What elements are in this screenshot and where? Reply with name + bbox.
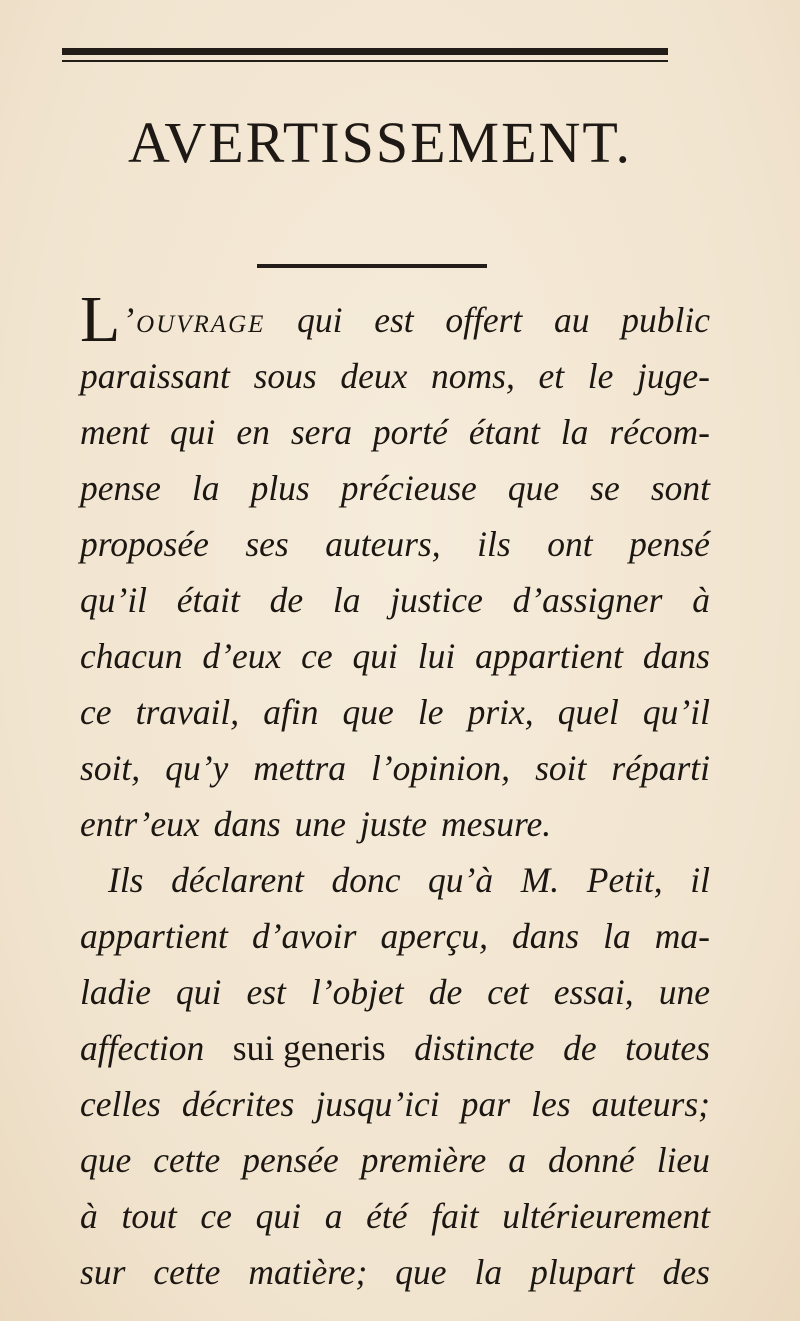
text-line (80, 908, 710, 964)
word: la (474, 1252, 503, 1292)
word: auteurs, (325, 524, 441, 564)
word: qu’il (642, 692, 710, 732)
word: appartient (80, 916, 228, 956)
word: quel (557, 692, 619, 732)
word: il (690, 860, 710, 900)
text-line (80, 1244, 710, 1300)
word: ment (80, 412, 150, 452)
word: fait (431, 1196, 479, 1236)
word: en (236, 412, 270, 452)
word: à (80, 1196, 98, 1236)
word: ce (200, 1196, 232, 1236)
word: la (560, 412, 589, 452)
word: lui (417, 636, 456, 676)
word: auteurs; (591, 1084, 710, 1124)
word: plupart (530, 1252, 635, 1292)
word: cette (153, 1252, 221, 1292)
word: juste (359, 804, 427, 844)
word: mesure. (441, 804, 552, 844)
word: la (603, 916, 631, 956)
page-title: AVERTISSEMENT. (127, 110, 633, 175)
word: par (460, 1084, 511, 1124)
word: ultérieurement (502, 1196, 710, 1236)
word: dans (512, 916, 580, 956)
text-line (80, 684, 710, 740)
word: précieuse (340, 468, 477, 508)
word: chacun (80, 636, 183, 676)
text-line (80, 460, 710, 516)
word: qu’y (165, 748, 229, 788)
word: dans (213, 804, 281, 844)
word: sont (650, 468, 710, 508)
text-line (80, 628, 710, 684)
text-line (80, 964, 710, 1020)
word: étant (468, 412, 540, 452)
word: décrites (181, 1084, 295, 1124)
text-line (80, 796, 710, 852)
word: offert (445, 300, 523, 340)
word: d’assigner (512, 580, 663, 620)
title-rule (257, 264, 487, 268)
word: soit, (80, 748, 141, 788)
word: appartient (475, 636, 624, 676)
word: soit (535, 748, 587, 788)
word: est (374, 300, 414, 340)
word: réparti (611, 748, 710, 788)
word: Petit, (586, 860, 663, 900)
text-line (80, 283, 710, 356)
word: proposée (80, 524, 209, 564)
word: a (324, 1196, 343, 1236)
word: d’avoir (251, 916, 357, 956)
word: essai, (553, 972, 634, 1012)
word: justice (390, 580, 483, 620)
word: le (587, 356, 614, 396)
word: dans (642, 636, 710, 676)
word: le (417, 692, 444, 732)
text-line (80, 348, 710, 404)
word: ce (80, 692, 112, 732)
word: les (531, 1084, 571, 1124)
word: ils (477, 524, 511, 564)
word: de (269, 580, 304, 620)
word: une (294, 804, 346, 844)
word: plus (250, 468, 310, 508)
word: M. (520, 860, 560, 900)
word: et (538, 356, 565, 396)
word: la (191, 468, 220, 508)
word: déclarent (171, 860, 304, 900)
word: afin (263, 692, 319, 732)
word: tout (121, 1196, 177, 1236)
word: ma- (654, 916, 710, 956)
word: qui (352, 636, 398, 676)
word: d’eux (202, 636, 282, 676)
word: a (508, 1140, 526, 1180)
word: qui (297, 300, 343, 340)
word: sur (80, 1252, 126, 1292)
word: est (246, 972, 286, 1012)
word: prix, (467, 692, 534, 732)
word: première (360, 1140, 487, 1180)
word: ont (547, 524, 593, 564)
word: une (658, 972, 710, 1012)
word: cette (153, 1140, 221, 1180)
word: mettra (253, 748, 346, 788)
word: travail, (135, 692, 240, 732)
word: ce (301, 636, 333, 676)
word: deux (340, 356, 408, 396)
text-line (80, 404, 710, 460)
word: juge- (637, 356, 710, 396)
word: des (662, 1252, 710, 1292)
word: entr’eux (80, 804, 200, 844)
top-rule-thin (62, 60, 668, 62)
word: qui (169, 412, 216, 452)
word: porté (372, 412, 448, 452)
drop-cap: L (80, 283, 121, 356)
word: sous (253, 356, 317, 396)
word: la (332, 580, 361, 620)
word: toutes (625, 1028, 710, 1068)
word: ses (245, 524, 289, 564)
word: l’objet (310, 972, 404, 1012)
word: au (554, 300, 590, 340)
word: se (590, 468, 620, 508)
word: affection (80, 1028, 205, 1068)
word: celles (80, 1084, 161, 1124)
word: ladie (80, 972, 151, 1012)
top-rule-thick (62, 48, 668, 55)
word: cet (487, 972, 529, 1012)
text-line (80, 516, 710, 572)
word: pense (80, 468, 161, 508)
word: que (342, 692, 394, 732)
word: distincte (414, 1028, 535, 1068)
word: qu’à (428, 860, 494, 900)
word: que (80, 1140, 132, 1180)
word: était (176, 580, 240, 620)
word: aperçu, (380, 916, 488, 956)
word: matière; (248, 1252, 368, 1292)
text-line (80, 740, 710, 796)
text-line (80, 1020, 710, 1076)
word: qui (176, 972, 222, 1012)
word: pensé (629, 524, 710, 564)
body-text (80, 283, 710, 1300)
word: jusqu’ici (315, 1084, 440, 1124)
word: public (621, 300, 710, 340)
word: que (395, 1252, 447, 1292)
word: paraissant (80, 356, 230, 396)
word: pensée (242, 1140, 339, 1180)
text-line (80, 1188, 710, 1244)
word: donné (547, 1140, 635, 1180)
text-line (80, 852, 710, 908)
word: qu’il (80, 580, 148, 620)
text-line (80, 1132, 710, 1188)
first-word-rest: ’ouvrage (122, 300, 266, 340)
word: Ils (108, 860, 144, 900)
word: de (428, 972, 463, 1012)
word: sera (290, 412, 352, 452)
word: noms, (431, 356, 515, 396)
first-word (80, 283, 266, 356)
word: sui generis (232, 1028, 386, 1068)
text-line (80, 572, 710, 628)
word: donc (331, 860, 401, 900)
word: que (507, 468, 560, 508)
text-line (80, 1076, 710, 1132)
word: l’opinion, (371, 748, 511, 788)
word: qui (255, 1196, 301, 1236)
word: récom- (609, 412, 710, 452)
word: à (692, 580, 710, 620)
word: été (366, 1196, 408, 1236)
word: lieu (656, 1140, 710, 1180)
word: de (563, 1028, 597, 1068)
